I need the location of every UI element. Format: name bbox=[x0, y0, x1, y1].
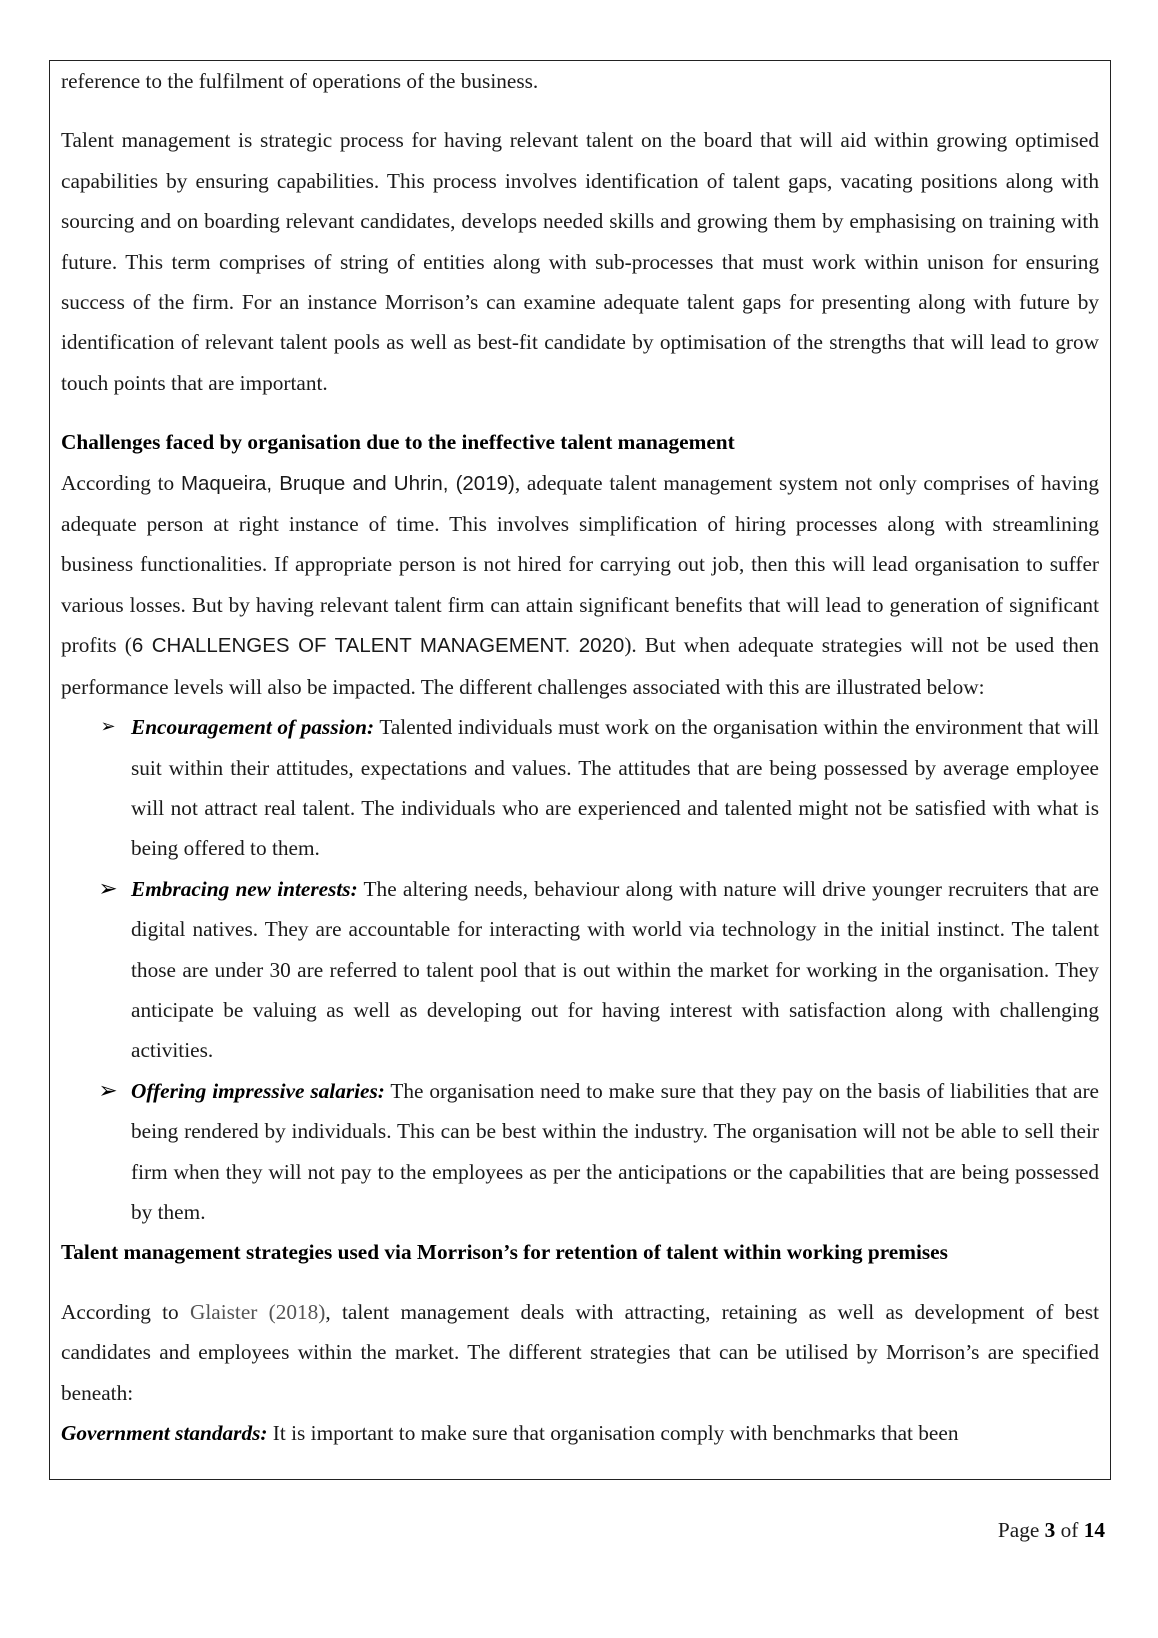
talent-management-paragraph: Talent management is strategic process for having relevant talent on the board that will aid within growing optimised capabilities by ensuring capabilities. This process involves identification of talent gaps, vacating positions along with sourcing and on boarding relevant candidates, develops needed skills and growing them by emphasising on training with future. This term comprises of string of entities along with sub-processes that must work within unison for ensuring success of the firm. For an instance Morrison’s can examine adequate talent gaps for presenting along with future by identification of relevant talent pools as well as best-fit candidate by optimisation of the strengths that will lead to grow touch points that are important. bbox=[61, 128, 1099, 395]
bullet-text: Talented individuals must work on the organisation within the environment that will suit within their attitudes, expectations and values. The attitudes that are being possessed by average employee will not attract real talent. The individuals who are experienced and talented might not be satisfied with what is being offered to them. bbox=[131, 715, 1099, 861]
strategies-suffix: , talent management deals with attracting, retaining as well as development of best candidates and employees within the market. The different strategies that can be utilised by Morrison’s are specified beneath: bbox=[61, 1299, 1099, 1405]
total-pages: 14 bbox=[1083, 1518, 1105, 1542]
intro-fragment: reference to the fulfilment of operations of the business. bbox=[61, 69, 539, 93]
challenges-mid: , adequate talent management system not only comprises of having adequate person at right instance of time. This involves simplification of hiring processes along with streamlining business functionalities. If appropriate person is not hired for carrying out job, then this will lead organisation to suffer various losses. But by having relevant talent firm can attain significant benefits that will lead to generation of significant profits ( bbox=[61, 470, 1099, 658]
citation-maqueira: Maqueira, Bruque and Uhrin, (2019) bbox=[180, 471, 515, 495]
challenges-paragraph bbox=[61, 463, 1099, 707]
page-number bbox=[998, 1518, 1105, 1543]
bullet-title: Offering impressive salaries: bbox=[131, 1078, 385, 1103]
list-item bbox=[61, 707, 1099, 869]
strategies-paragraph bbox=[61, 1292, 1099, 1413]
of-word: of bbox=[1055, 1518, 1084, 1542]
citation-six-challenges: 6 CHALLENGES OF TALENT MANAGEMENT. 2020 bbox=[131, 634, 625, 658]
arrow-bullet-icon: ➢ bbox=[98, 875, 118, 902]
strategies-prefix: According to bbox=[61, 1299, 190, 1324]
challenges-suffix: ). But when adequate strategies will not be used then performance levels will also be impacted. The different challenges associated with this are illustrated below: bbox=[61, 633, 1099, 699]
challenges-heading: Challenges faced by organisation due to the ineffective talent management bbox=[61, 430, 735, 455]
challenges-prefix: According to bbox=[61, 470, 181, 495]
page-word: Page bbox=[997, 1518, 1045, 1542]
list-item bbox=[61, 869, 1099, 1071]
current-page: 3 bbox=[1044, 1518, 1056, 1542]
citation-glaister: Glaister (2018) bbox=[189, 1299, 326, 1324]
arrow-bullet-icon: ➢ bbox=[100, 716, 116, 738]
challenges-list bbox=[61, 707, 1099, 1232]
government-standards-title: Government standards: bbox=[61, 1421, 268, 1445]
arrow-bullet-icon: ➢ bbox=[98, 1077, 118, 1104]
bullet-text: The altering needs, behaviour along with nature will drive younger recruiters that are digital natives. They are accountable for interacting with world via technology in the initial instinct. The talent those are under 30 are referred to talent pool that is out within the market for working in the organisation. They anticipate be valuing as well as developing out for having interest with satisfaction along with challenging activities. bbox=[131, 876, 1099, 1063]
government-standards-paragraph bbox=[61, 1413, 1099, 1453]
document-body bbox=[50, 61, 1110, 1453]
bullet-title: Embracing new interests: bbox=[131, 876, 358, 901]
bullet-text: The organisation need to make sure that they pay on the basis of liabilities that are being rendered by individuals. This can be best within the industry. The organisation will not be able to sell their firm when they will not pay to the employees as per the anticipations or the capabilities that are being possessed by them. bbox=[131, 1078, 1099, 1224]
bullet-title: Encouragement of passion: bbox=[131, 715, 375, 740]
strategies-heading: Talent management strategies used via Morrison’s for retention of talent within working premises bbox=[61, 1240, 948, 1265]
list-item bbox=[61, 1071, 1099, 1233]
document-frame bbox=[49, 60, 1111, 1480]
government-standards-text: It is important to make sure that organisation comply with benchmarks that been bbox=[267, 1421, 959, 1445]
